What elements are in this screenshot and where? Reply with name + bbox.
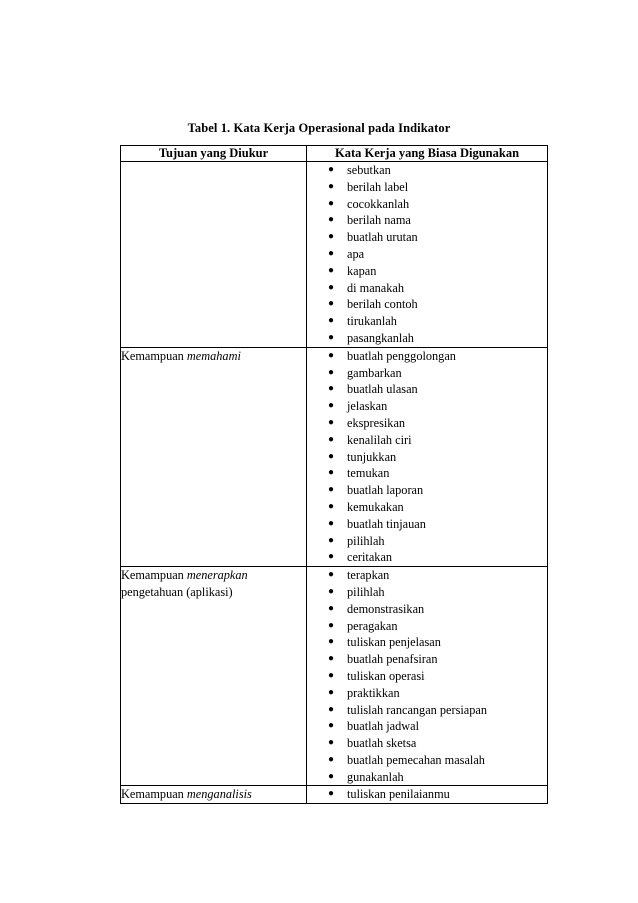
bullet-icon: ●	[328, 467, 335, 479]
verb-text: buatlah tinjauan	[347, 516, 426, 531]
verb-item	[328, 465, 547, 482]
verb-item	[328, 330, 547, 347]
verb-item	[328, 229, 547, 246]
verb-text: temukan	[347, 466, 390, 481]
goal-cell	[121, 567, 307, 786]
verb-text: buatlah ulasan	[347, 382, 418, 397]
bullet-icon: ●	[328, 264, 335, 276]
verb-item	[328, 499, 547, 516]
table-row	[121, 567, 548, 786]
bullet-icon: ●	[328, 753, 335, 765]
verbs-cell	[307, 347, 548, 566]
verb-item	[328, 634, 547, 651]
bullet-icon: ●	[328, 770, 335, 782]
verb-item	[328, 313, 547, 330]
verb-text: tirukanlah	[347, 314, 397, 329]
verb-item	[328, 263, 547, 280]
verb-text: demonstrasikan	[347, 601, 425, 616]
verb-text: gambarkan	[347, 365, 402, 380]
verb-text: tulislah rancangan persiapan	[347, 702, 487, 717]
verb-text: tuliskan penjelasan	[347, 635, 441, 650]
verb-text: kenalilah ciri	[347, 432, 412, 447]
bullet-icon: ●	[328, 450, 335, 462]
verb-text: buatlah jadwal	[347, 719, 420, 734]
bullet-icon: ●	[328, 366, 335, 378]
table-row	[121, 347, 548, 566]
verb-item	[328, 685, 547, 702]
verb-item	[328, 246, 547, 263]
bullet-icon: ●	[328, 298, 335, 310]
verb-item	[328, 365, 547, 382]
bullet-icon: ●	[328, 484, 335, 496]
verb-text: sebutkan	[347, 163, 391, 177]
bullet-icon: ●	[328, 197, 335, 209]
table-row	[121, 786, 548, 804]
bullet-icon: ●	[328, 214, 335, 226]
goal-prefix: Kemampuan	[121, 568, 187, 583]
bullet-icon: ●	[328, 331, 335, 343]
table-caption: Tabel 1. Kata Kerja Operasional pada Indikator	[187, 121, 451, 135]
bullet-icon: ●	[328, 534, 335, 546]
bullet-icon: ●	[328, 433, 335, 445]
verb-text: ekspresikan	[347, 415, 406, 430]
verb-text: pasangkanlah	[347, 330, 414, 345]
verb-item	[328, 718, 547, 735]
goal-italic: menganalisis	[186, 787, 252, 802]
bullet-icon: ●	[328, 383, 335, 395]
verbs-table	[120, 145, 548, 804]
table-row	[121, 162, 548, 348]
verb-text: buatlah laporan	[347, 483, 424, 498]
verb-item	[328, 786, 547, 803]
goal-cell	[121, 786, 307, 804]
verb-item	[328, 398, 547, 415]
verb-item	[328, 212, 547, 229]
bullet-icon: ●	[328, 703, 335, 715]
verb-text: di manakah	[347, 280, 405, 295]
verb-item	[328, 162, 547, 179]
verb-item	[328, 584, 547, 601]
header-verbs: Kata Kerja yang Biasa Digunakan	[307, 146, 548, 162]
verb-text: tunjukkan	[347, 449, 397, 464]
verb-text: berilah label	[347, 179, 409, 194]
bullet-icon: ●	[328, 315, 335, 327]
verb-text: gunakanlah	[347, 769, 404, 784]
verb-text: apa	[347, 246, 365, 261]
verb-text: peragakan	[347, 618, 398, 633]
verb-item	[328, 567, 547, 584]
goal-suffix: pengetahuan (aplikasi)	[121, 585, 233, 600]
verb-item	[328, 769, 547, 786]
verb-item	[328, 381, 547, 398]
header-goal: Tujuan yang Diukur	[121, 146, 307, 162]
verb-text: tuliskan operasi	[347, 668, 425, 683]
bullet-icon: ●	[328, 619, 335, 631]
verb-text: kemukakan	[347, 499, 404, 514]
bullet-icon: ●	[328, 788, 335, 800]
verb-text: buatlah urutan	[347, 230, 418, 245]
bullet-icon: ●	[328, 686, 335, 698]
bullet-icon: ●	[328, 551, 335, 563]
verb-text: berilah nama	[347, 213, 411, 228]
table-header-row	[121, 146, 548, 162]
verb-list	[307, 348, 547, 566]
verb-item	[328, 752, 547, 769]
bullet-icon: ●	[328, 500, 335, 512]
bullet-icon: ●	[328, 281, 335, 293]
verb-text: buatlah sketsa	[347, 736, 417, 751]
bullet-icon: ●	[328, 349, 335, 361]
verb-item	[328, 432, 547, 449]
verb-text: buatlah pemecahan masalah	[347, 752, 485, 767]
verbs-cell	[307, 786, 548, 804]
verb-item	[328, 533, 547, 550]
bullet-icon: ●	[328, 669, 335, 681]
bullet-icon: ●	[328, 416, 335, 428]
goal-cell	[121, 162, 307, 348]
verb-text: buatlah penggolongan	[347, 348, 456, 363]
verb-item	[328, 618, 547, 635]
goal-prefix: Kemampuan	[121, 348, 187, 363]
bullet-icon: ●	[328, 247, 335, 259]
verb-item	[328, 516, 547, 533]
goal-prefix: Kemampuan	[121, 787, 187, 802]
verb-item	[328, 601, 547, 618]
verb-item	[328, 702, 547, 719]
bullet-icon: ●	[328, 164, 335, 175]
verb-text: berilah contoh	[347, 297, 418, 312]
bullet-icon: ●	[328, 653, 335, 665]
goal-italic: menerapkan	[186, 568, 248, 583]
verb-item	[328, 348, 547, 365]
bullet-icon: ●	[328, 720, 335, 732]
verb-item	[328, 449, 547, 466]
verb-item	[328, 415, 547, 432]
verb-text: jelaskan	[347, 399, 388, 414]
bullet-icon: ●	[328, 569, 335, 581]
bullet-icon: ●	[328, 636, 335, 648]
bullet-icon: ●	[328, 180, 335, 192]
verb-text: pilihlah	[347, 533, 385, 548]
verb-item	[328, 735, 547, 752]
verb-item	[328, 651, 547, 668]
verb-text: cocokkanlah	[347, 196, 410, 211]
bullet-icon: ●	[328, 585, 335, 597]
goal-italic: memahami	[186, 348, 241, 363]
verb-item	[328, 549, 547, 566]
verb-item	[328, 668, 547, 685]
verb-item	[328, 280, 547, 297]
verb-text: terapkan	[347, 568, 390, 583]
verbs-cell	[307, 567, 548, 786]
bullet-icon: ●	[328, 400, 335, 412]
verb-text: kapan	[347, 263, 377, 278]
verb-item	[328, 179, 547, 196]
verb-text: buatlah penafsiran	[347, 652, 438, 667]
bullet-icon: ●	[328, 737, 335, 749]
bullet-icon: ●	[328, 231, 335, 243]
goal-cell	[121, 347, 307, 566]
verb-list	[307, 162, 547, 347]
verb-list	[307, 567, 547, 785]
verb-item	[328, 482, 547, 499]
verb-item	[328, 296, 547, 313]
verb-text: praktikkan	[347, 685, 400, 700]
verb-list	[307, 786, 547, 803]
verb-text: ceritakan	[347, 550, 393, 565]
bullet-icon: ●	[328, 602, 335, 614]
verb-text: tuliskan penilaianmu	[347, 787, 450, 802]
verb-text: pilihlah	[347, 584, 385, 599]
verbs-cell	[307, 162, 548, 348]
bullet-icon: ●	[328, 517, 335, 529]
verb-item	[328, 196, 547, 213]
